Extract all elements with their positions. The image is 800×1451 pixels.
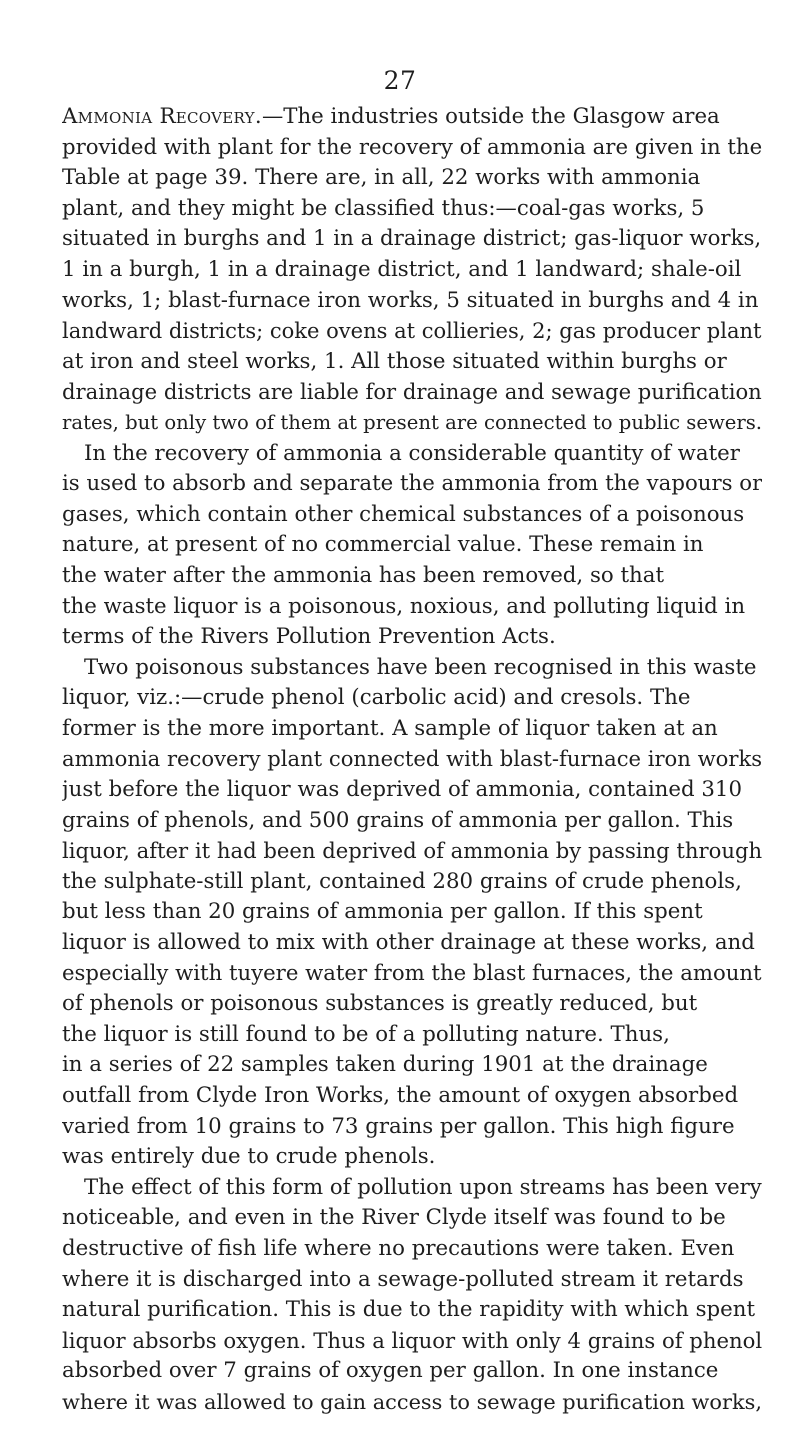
text-line: provided with plant for the recovery of ammonia are given in the [62, 134, 762, 160]
text-line: is used to absorb and separate the ammonia from the vapours or [62, 471, 762, 497]
text-line: outfall from Clyde Iron Works, the amount of oxygen absorbed [62, 1083, 739, 1108]
paragraph-start-line: The effect of this form of pollution upon streams has been very [84, 1174, 762, 1200]
text-line: the sulphate-still plant, contained 280 grains of crude phenols, [62, 868, 742, 894]
text-line: was entirely due to crude phenols. [62, 1144, 436, 1170]
text-line: the waste liquor is a poisonous, noxious, and polluting liquid in [62, 593, 746, 619]
text-line: works, 1; blast-furnace iron works, 5 situated in burghs and 4 in [62, 287, 759, 313]
text-line: situated in burghs and 1 in a drainage district; gas-liquor works, [62, 226, 762, 252]
text-line: especially with tuyere water from the blast furnaces, the amount [62, 960, 762, 986]
text-line: drainage districts are liable for drainage and sewage purification [62, 379, 762, 405]
text-line: nature, at present of no commercial value. These remain in [62, 532, 704, 558]
paragraph-start-line: In the recovery of ammonia a considerable quantity of water [84, 440, 740, 466]
body-text [62, 102, 762, 1418]
text-line: landward districts; coke ovens at collieries, 2; gas producer plant [62, 318, 762, 344]
text-line: destructive of fish life where no precautions were taken. Even [62, 1235, 735, 1261]
text-line: 1 in a burgh, 1 in a drainage district, and 1 landward; shale-oil [62, 256, 742, 282]
page-number: 27 [383, 66, 417, 95]
section-heading: Ammonia Recovery. [62, 104, 262, 129]
text-line: gases, which contain other chemical substances of a poisonous [62, 501, 745, 527]
text-line: liquor is allowed to mix with other drainage at these works, and [62, 930, 755, 956]
line-text: —The industries outside the Glasgow area [261, 104, 720, 129]
text-line: where it is discharged into a sewage-polluted stream it retards [62, 1266, 744, 1292]
paragraph-start-line: Two poisonous substances have been recognised in this waste [84, 654, 757, 680]
text-line: terms of the Rivers Pollution Prevention Acts. [62, 624, 556, 650]
text-line: liquor absorbs oxygen. Thus a liquor with only 4 grains of phenol [62, 1327, 762, 1353]
text-line: of phenols or poisonous substances is greatly reduced, but [62, 991, 698, 1017]
text-line: at iron and steel works, 1. All those situated within burghs or [62, 348, 727, 374]
text-line: varied from 10 grains to 73 grains per gallon. This high figure [62, 1113, 735, 1139]
text-line: noticeable, and even in the River Clyde itself was found to be [62, 1205, 726, 1231]
text-line: liquor, after it had been deprived of ammonia by passing through [62, 838, 762, 864]
text-line: the liquor is still found to be of a polluting nature. Thus, [62, 1021, 670, 1047]
text-line: natural purification. This is due to the rapidity with which spent [62, 1297, 756, 1323]
text-line: ammonia recovery plant connected with blast-furnace iron works [62, 746, 762, 772]
text-line: plant, and they might be classified thus:—coal-gas works, 5 [62, 195, 705, 221]
text-line: liquor, viz.:—crude phenol (carbolic acid) and cresols. The [62, 685, 691, 711]
text-line: just before the liquor was deprived of ammonia, contained 310 [62, 777, 743, 803]
text-line: rates, but only two of them at present are connected to public sewers. [62, 410, 762, 434]
text-line: where it was allowed to gain access to sewage purification works, [62, 1389, 762, 1414]
text-line: grains of phenols, and 500 grains of ammonia per gallon. This [62, 807, 734, 833]
text-line: the water after the ammonia has been removed, so that [62, 562, 665, 588]
text-line: former is the more important. A sample of liquor taken at an [62, 715, 718, 741]
text-line: Table at page 39. There are, in all, 22 works with ammonia [62, 165, 701, 191]
text-line: in a series of 22 samples taken during 1901 at the drainage [62, 1052, 708, 1078]
text-line [62, 102, 762, 133]
text-line: absorbed over 7 grains of oxygen per gallon. In one instance [62, 1358, 719, 1384]
text-line: but less than 20 grains of ammonia per gallon. If this spent [62, 899, 703, 925]
